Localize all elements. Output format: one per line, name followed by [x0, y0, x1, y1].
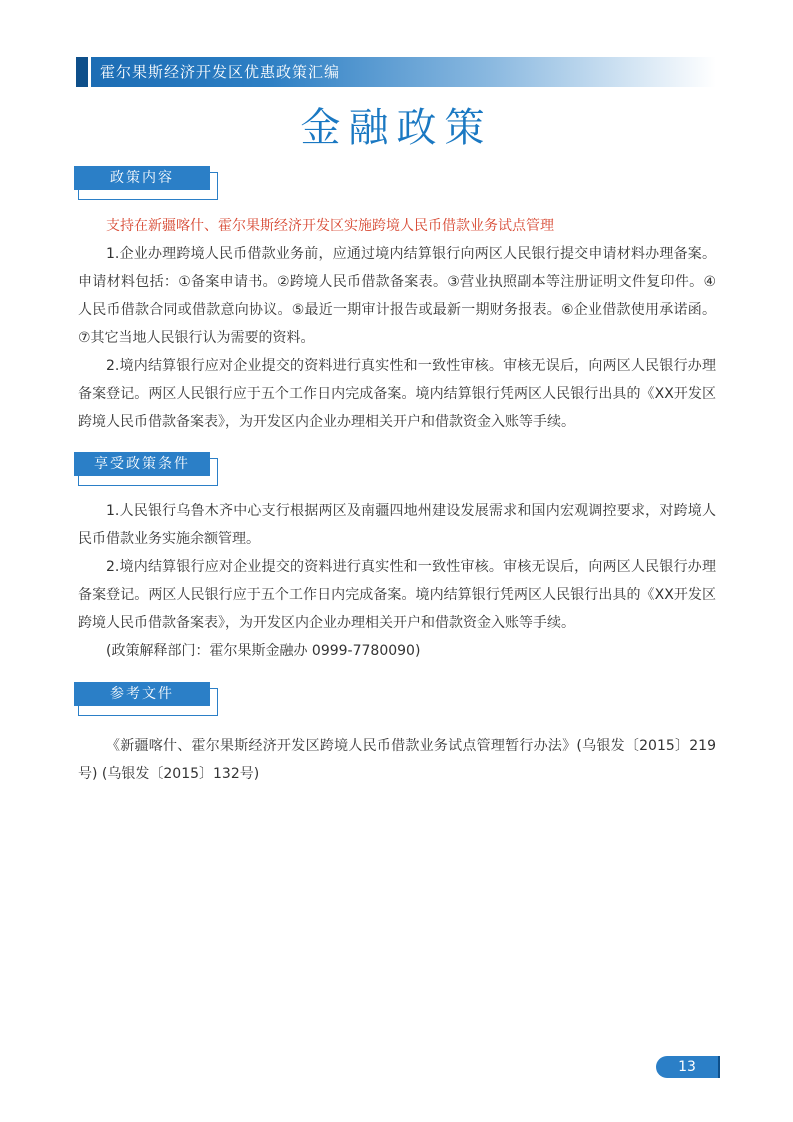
- header-title: 霍尔果斯经济开发区优惠政策汇编: [100, 63, 341, 81]
- conditions-paragraph-1: 1.人民银行乌鲁木齐中心支行根据两区及南疆四地州建设发展需求和国内宏观调控要求，对跨境人民币借款业务实施余额管理。: [78, 503, 716, 547]
- section-tag-conditions: [74, 452, 224, 488]
- references-section-body: [78, 732, 716, 788]
- reference-document: 《新疆喀什、霍尔果斯经济开发区跨境人民币借款业务试点管理暂行办法》(乌银发〔2015〕219号) (乌银发〔2015〕132号): [78, 738, 716, 782]
- page-number-accent: [718, 1056, 720, 1078]
- section-label: 享受政策条件: [74, 452, 210, 476]
- conditions-section-body: [78, 497, 716, 665]
- section-label: 参考文件: [74, 682, 210, 706]
- contact-info: (政策解释部门：霍尔果斯金融办 0999-7780090): [106, 643, 421, 659]
- page-number: 13: [656, 1056, 718, 1078]
- content-paragraph-1: 1.企业办理跨境人民币借款业务前，应通过境内结算银行向两区人民银行提交申请材料办理备案。申请材料包括：①备案申请书。②跨境人民币借款备案表。③营业执照副本等注册证明文件复印件。④人民币借款合同或借款意向协议。⑤最近一期审计报告或最新一期财务报表。⑥企业借款使用承诺函。⑦其它当地人民银行认为需要的资料。: [78, 246, 716, 346]
- conditions-paragraph-2: 2.境内结算银行应对企业提交的资料进行真实性和一致性审核。审核无误后，向两区人民银行办理备案登记。两区人民银行应于五个工作日内完成备案。境内结算银行凭两区人民银行出具的《XX开发区跨境人民币借款备案表》，为开发区内企业办理相关开户和借款资金入账等手续。: [78, 559, 716, 631]
- page-title: 金融政策: [300, 105, 493, 151]
- section-tag-references: [74, 682, 224, 718]
- content-section-body: [78, 212, 716, 436]
- policy-subtitle: 支持在新疆喀什、霍尔果斯经济开发区实施跨境人民币借款业务试点管理: [106, 218, 554, 234]
- header-divider: [88, 57, 91, 87]
- section-label: 政策内容: [74, 166, 210, 190]
- section-tag-content: [74, 166, 224, 202]
- content-paragraph-2: 2.境内结算银行应对企业提交的资料进行真实性和一致性审核。审核无误后，向两区人民银行办理备案登记。两区人民银行应于五个工作日内完成备案。境内结算银行凭两区人民银行出具的《XX开发区跨境人民币借款备案表》，为开发区内企业办理相关开户和借款资金入账等手续。: [78, 358, 716, 430]
- header-accent-stripe: [76, 57, 88, 87]
